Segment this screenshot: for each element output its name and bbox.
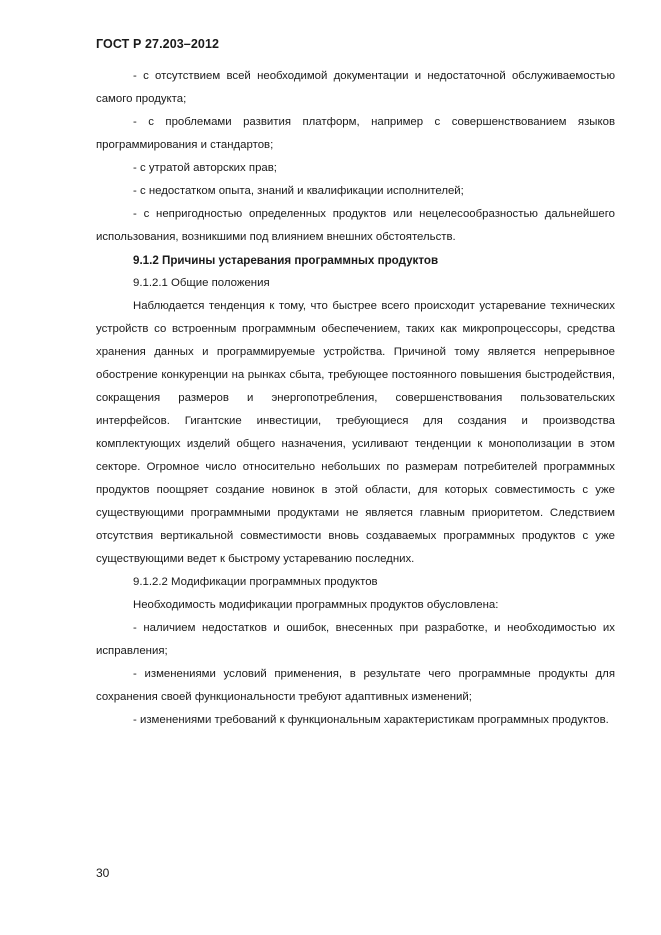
list-item: - изменениями требований к функциональным характеристикам программных продуктов.: [133, 714, 609, 726]
list-item: - наличием недостатков и ошибок, внесенных при разработке, и необходимостью их исправления;: [96, 622, 615, 657]
list-item: - с непригодностью определенных продуктов или нецелесообразностью дальнейшего использования, возникшими под влиянием внешних обстоятельств.: [96, 208, 615, 243]
list-item: - изменениями условий применения, в результате чего программные продукты для сохранения своей функциональности требуют адаптивных изменений;: [96, 668, 615, 703]
list-item: - с проблемами развития платформ, например с совершенствованием языков программирования и стандартов;: [96, 116, 615, 151]
list-item: - с утратой авторских прав;: [133, 162, 277, 174]
list-item: - с недостатком опыта, знаний и квалификации исполнителей;: [133, 185, 464, 197]
subsection-heading: 9.1.2.1 Общие положения: [133, 277, 270, 289]
section-heading: 9.1.2 Причины устаревания программных продуктов: [133, 254, 439, 267]
paragraph: Наблюдается тенденция к тому, что быстрее всего происходит устаревание технических устройств со встроенным программным обеспечением, таких как микропроцессоры, средства хранения данных и программируемые устройства. Причиной тому является непрерывное обострение конкуренции на рынках сбыта, требующее постоянного повышения быстродействия, сокращения размеров и энергопотребления, совершенствования пользовательских интерфейсов. Гигантские инвестиции, требующиеся для создания и производства комплектующих изделий общего назначения, усиливают тенденции к монополизации в этом секторе. Огромное число относительно небольших по размерам потребителей программных продуктов поощряет создание новинок в этой области, для которых совместимость с уже существующими программными продуктами не является главным приоритетом. Следствием отсутствия вертикальной совместимости вновь создаваемых программных продуктов с уже существующими ведет к быстрому устареванию последних.: [96, 300, 615, 565]
list-item: - с отсутствием всей необходимой документации и недостаточной обслуживаемостью самого продукта;: [96, 70, 615, 105]
subsection-heading: 9.1.2.2 Модификации программных продуктов: [133, 576, 378, 588]
document-body: [96, 65, 615, 732]
document-header: ГОСТ Р 27.203–2012: [96, 37, 220, 51]
paragraph: Необходимость модификации программных продуктов обусловлена:: [133, 599, 499, 611]
page-number: 30: [96, 866, 110, 880]
